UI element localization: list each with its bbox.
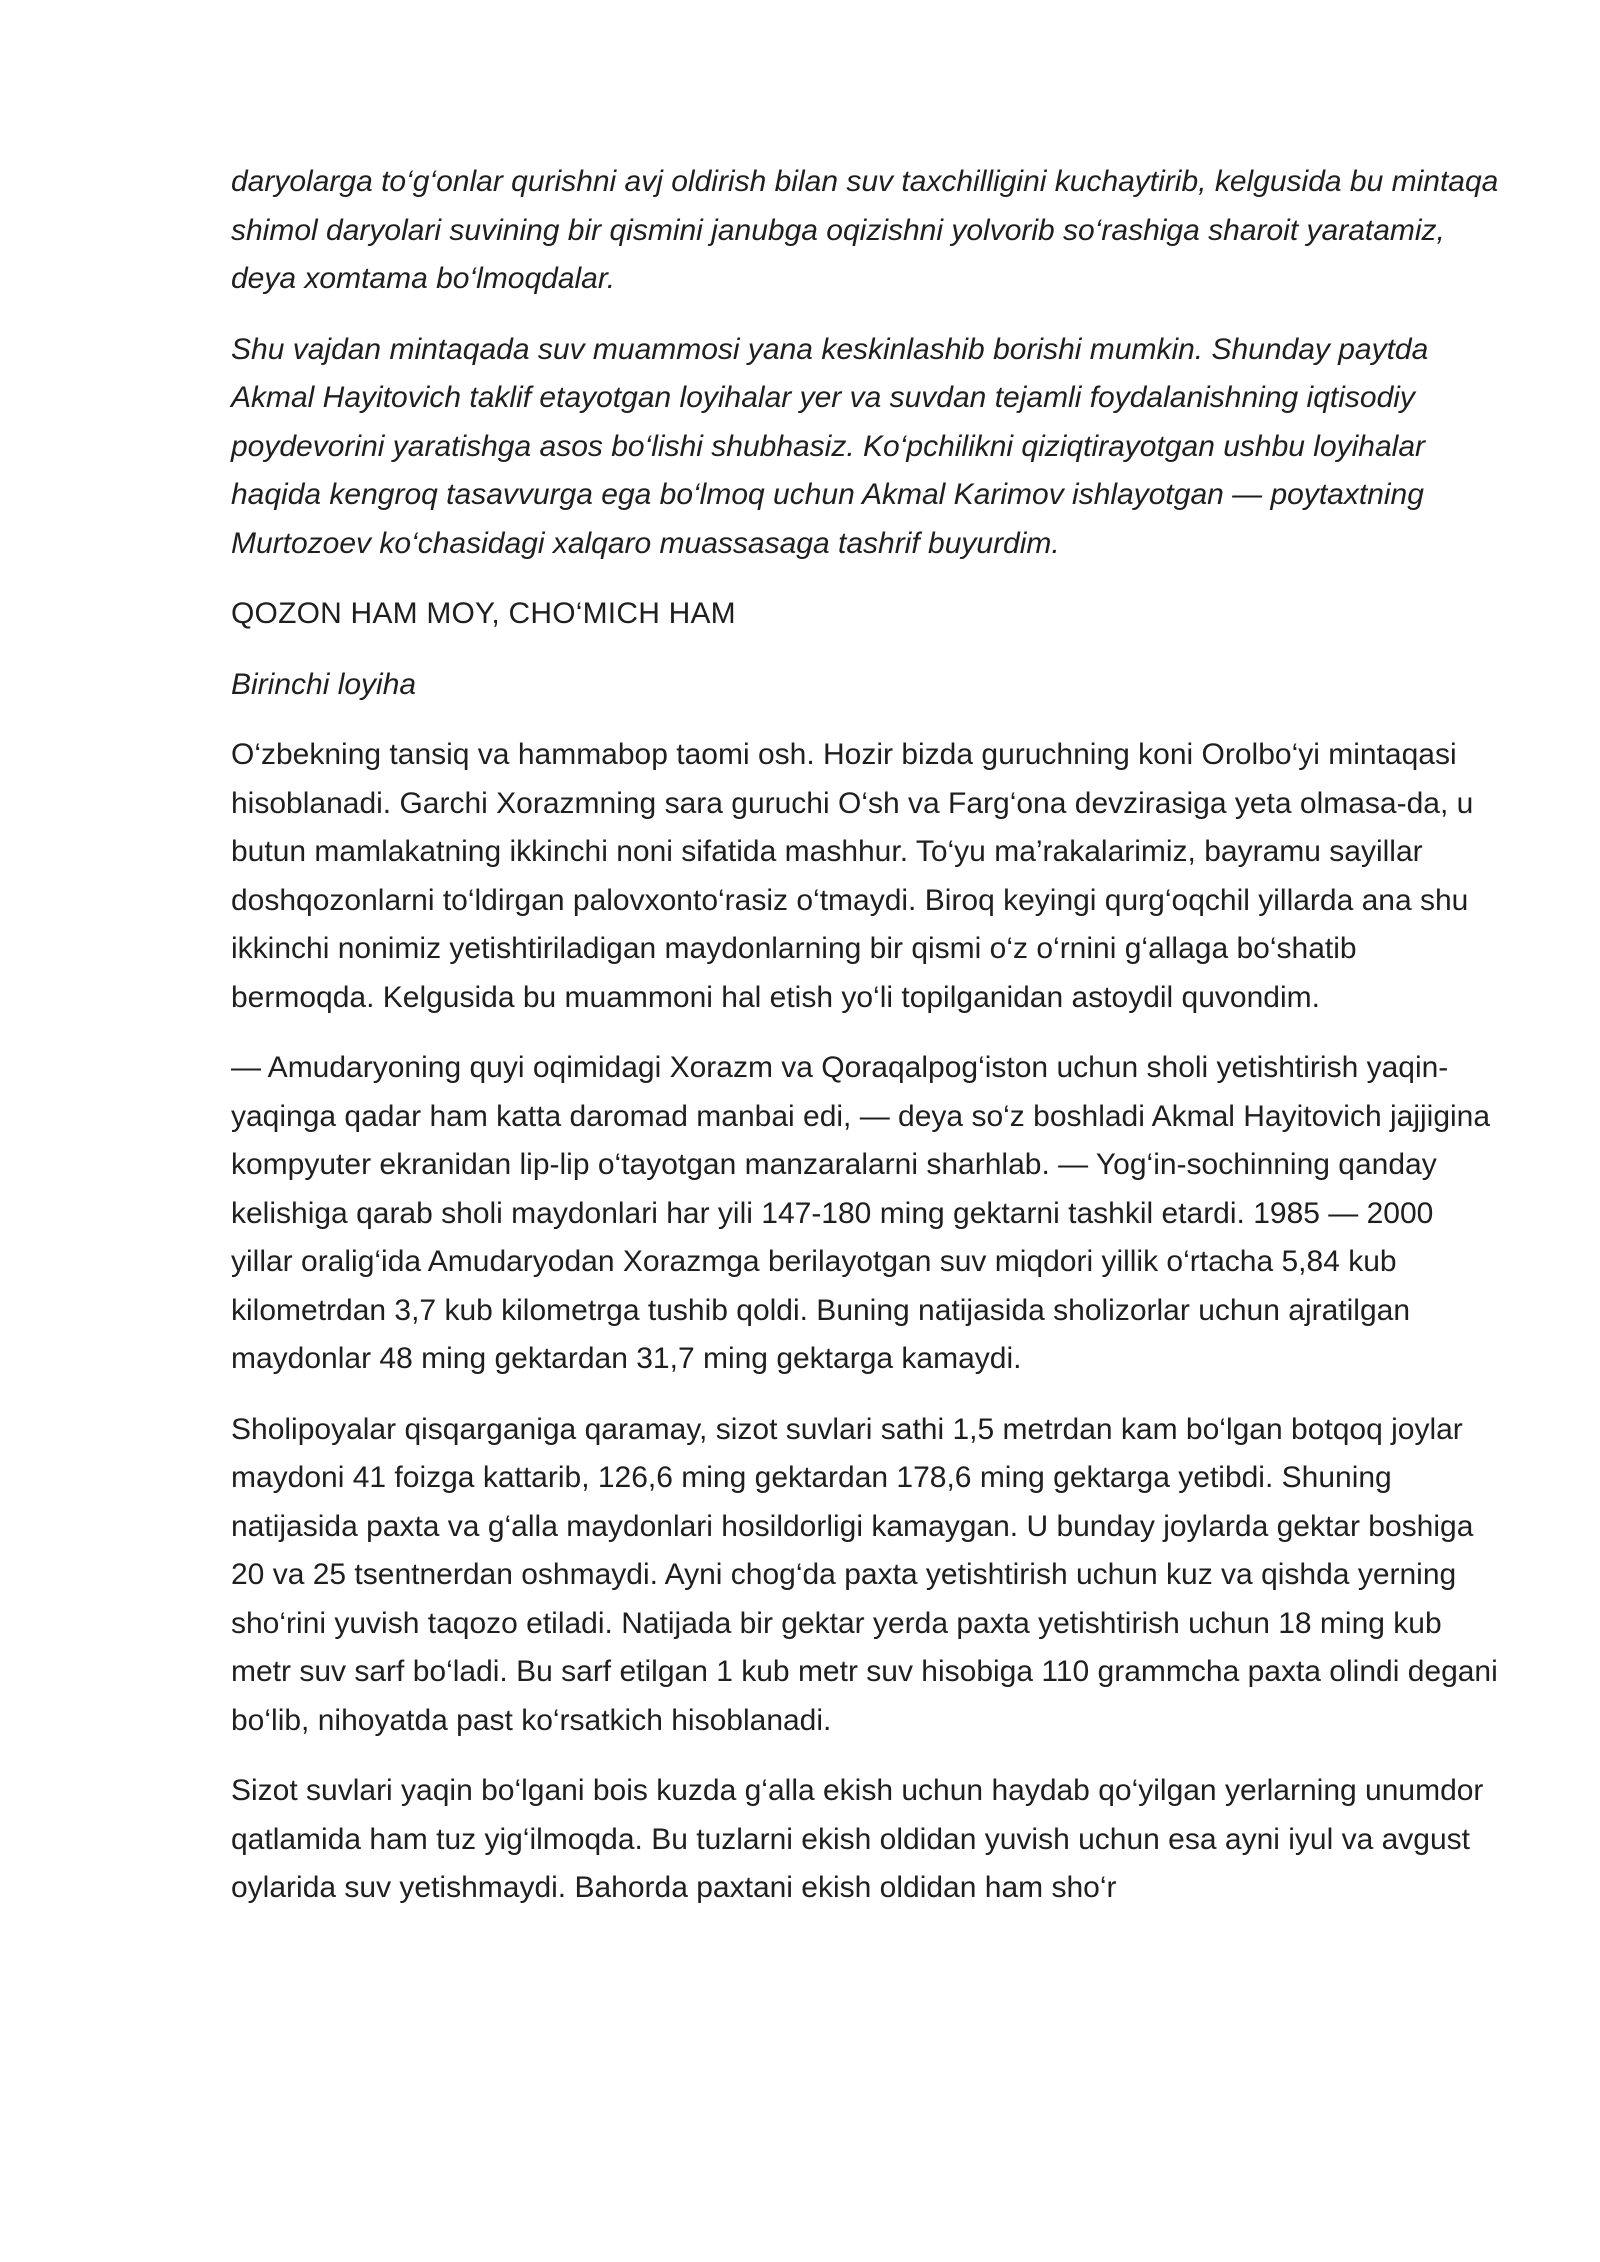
paragraph-intro-continuation: daryolarga to‘g‘onlar qurishni avj oldirish bilan suv taxchilligini kuchaytirib, kelgusida bu mintaqa shimol daryolari suvining bir qismini janubga oqizishni yolvorib so‘rashiga sharoit yaratamiz, deya xomtama bo‘lmoqdalar. [231,165,1499,295]
paragraph-body: O‘zbekning tansiq va hammabop taomi osh. Hozir bizda guruchning koni Orolbo‘yi mintaqasi hisoblanadi. Garchi Xorazmning sara guruchi O‘sh va Farg‘ona devzirasiga yeta olmasa-da, u butun mamlakatning ikkinchi noni sifatida mashhur. To‘yu ma’rakalarimiz, bayramu sayillar doshqozonlarni to‘ldirgan palovxonto‘rasiz o‘tmaydi. Biroq keyingi qurg‘oqchil yillarda ana shu ikkinchi nonimiz yetishtiriladigan maydonlarning bir qismi o‘z o‘rnini g‘allaga bo‘shatib bermoqda. Kelgusida bu muammoni hal etish yo‘li topilganidan astoydil quvondim. [231,738,1474,1014]
section-heading: QOZON HAM MOY, CHO‘MICH HAM [231,597,736,630]
paragraph-intro-visit: Shu vajdan mintaqada suv muammosi yana keskinlashib borishi mumkin. Shunday paytda Akmal Hayitovich taklif etayotgan loyihalar yer va suvdan tejamli foydalanishning iqtisodiy poydevorini yaratishga asos bo‘lishi shubhasiz. Ko‘pchilikni qiziqtirayotgan ushbu loyihalar haqida kengroq tasavvurga ega bo‘lmoq uchun Akmal Karimov ishlayotgan — poytaxtning Murtozoev ko‘chasidagi xalqaro muassasaga tashrif buyurdim. [231,332,1429,560]
document-page [231,158,1501,1935]
paragraph-body: — Amudaryoning quyi oqimidagi Xorazm va Qoraqalpog‘iston uchun sholi yetishtirish yaqin-yaqinga qadar ham katta daromad manbai edi, — deya so‘z boshladi Akmal Hayitovich jajjigina kompyuter ekranidan lip-lip o‘tayotgan manzaralarni sharhlab. — Yog‘in-sochinning qanday kelishiga qarab sholi maydonlari har yili 147-180 ming gektarni tashkil etardi. 1985 — 2000 yillar oralig‘ida Amudaryodan Xorazmga berilayotgan suv miqdori yillik o‘rtacha 5,84 kub kilometrdan 3,7 kub kilometrga tushib qoldi. Buning natijasida sholizorlar uchun ajratilgan maydonlar 48 ming gektardan 31,7 ming gektarga kamaydi. [231,1051,1491,1375]
paragraph-body: Sizot suvlari yaqin bo‘lgani bois kuzda g‘alla ekish uchun haydab qo‘yilgan yerlarning unumdor qatlamida ham tuz yig‘ilmoqda. Bu tuzlarni ekish oldidan yuvish uchun esa ayni iyul va avgust oylarida suv yetishmaydi. Bahorda paxtani ekish oldidan ham sho‘r [231,1774,1484,1904]
subsection-heading: Birinchi loyiha [231,667,417,701]
paragraph-body: Sholipoyalar qisqarganiga qaramay, sizot suvlari sathi 1,5 metrdan kam bo‘lgan botqoq joylar maydoni 41 foizga kattarib, 126,6 ming gektardan 178,6 ming gektarga yetibdi. Shuning natijasida paxta va g‘alla maydonlari hosildorligi kamaygan. U bunday joylarda gektar boshiga 20 va 25 tsentnerdan oshmaydi. Ayni chog‘da paxta yetishtirish uchun kuz va qishda yerning sho‘rini yuvish taqozo etiladi. Natijada bir gektar yerda paxta yetishtirish uchun 18 ming kub metr suv sarf bo‘ladi. Bu sarf etilgan 1 kub metr suv hisobiga 110 grammcha paxta olindi degani bo‘lib, nihoyatda past ko‘rsatkich hisoblanadi. [231,1412,1498,1737]
